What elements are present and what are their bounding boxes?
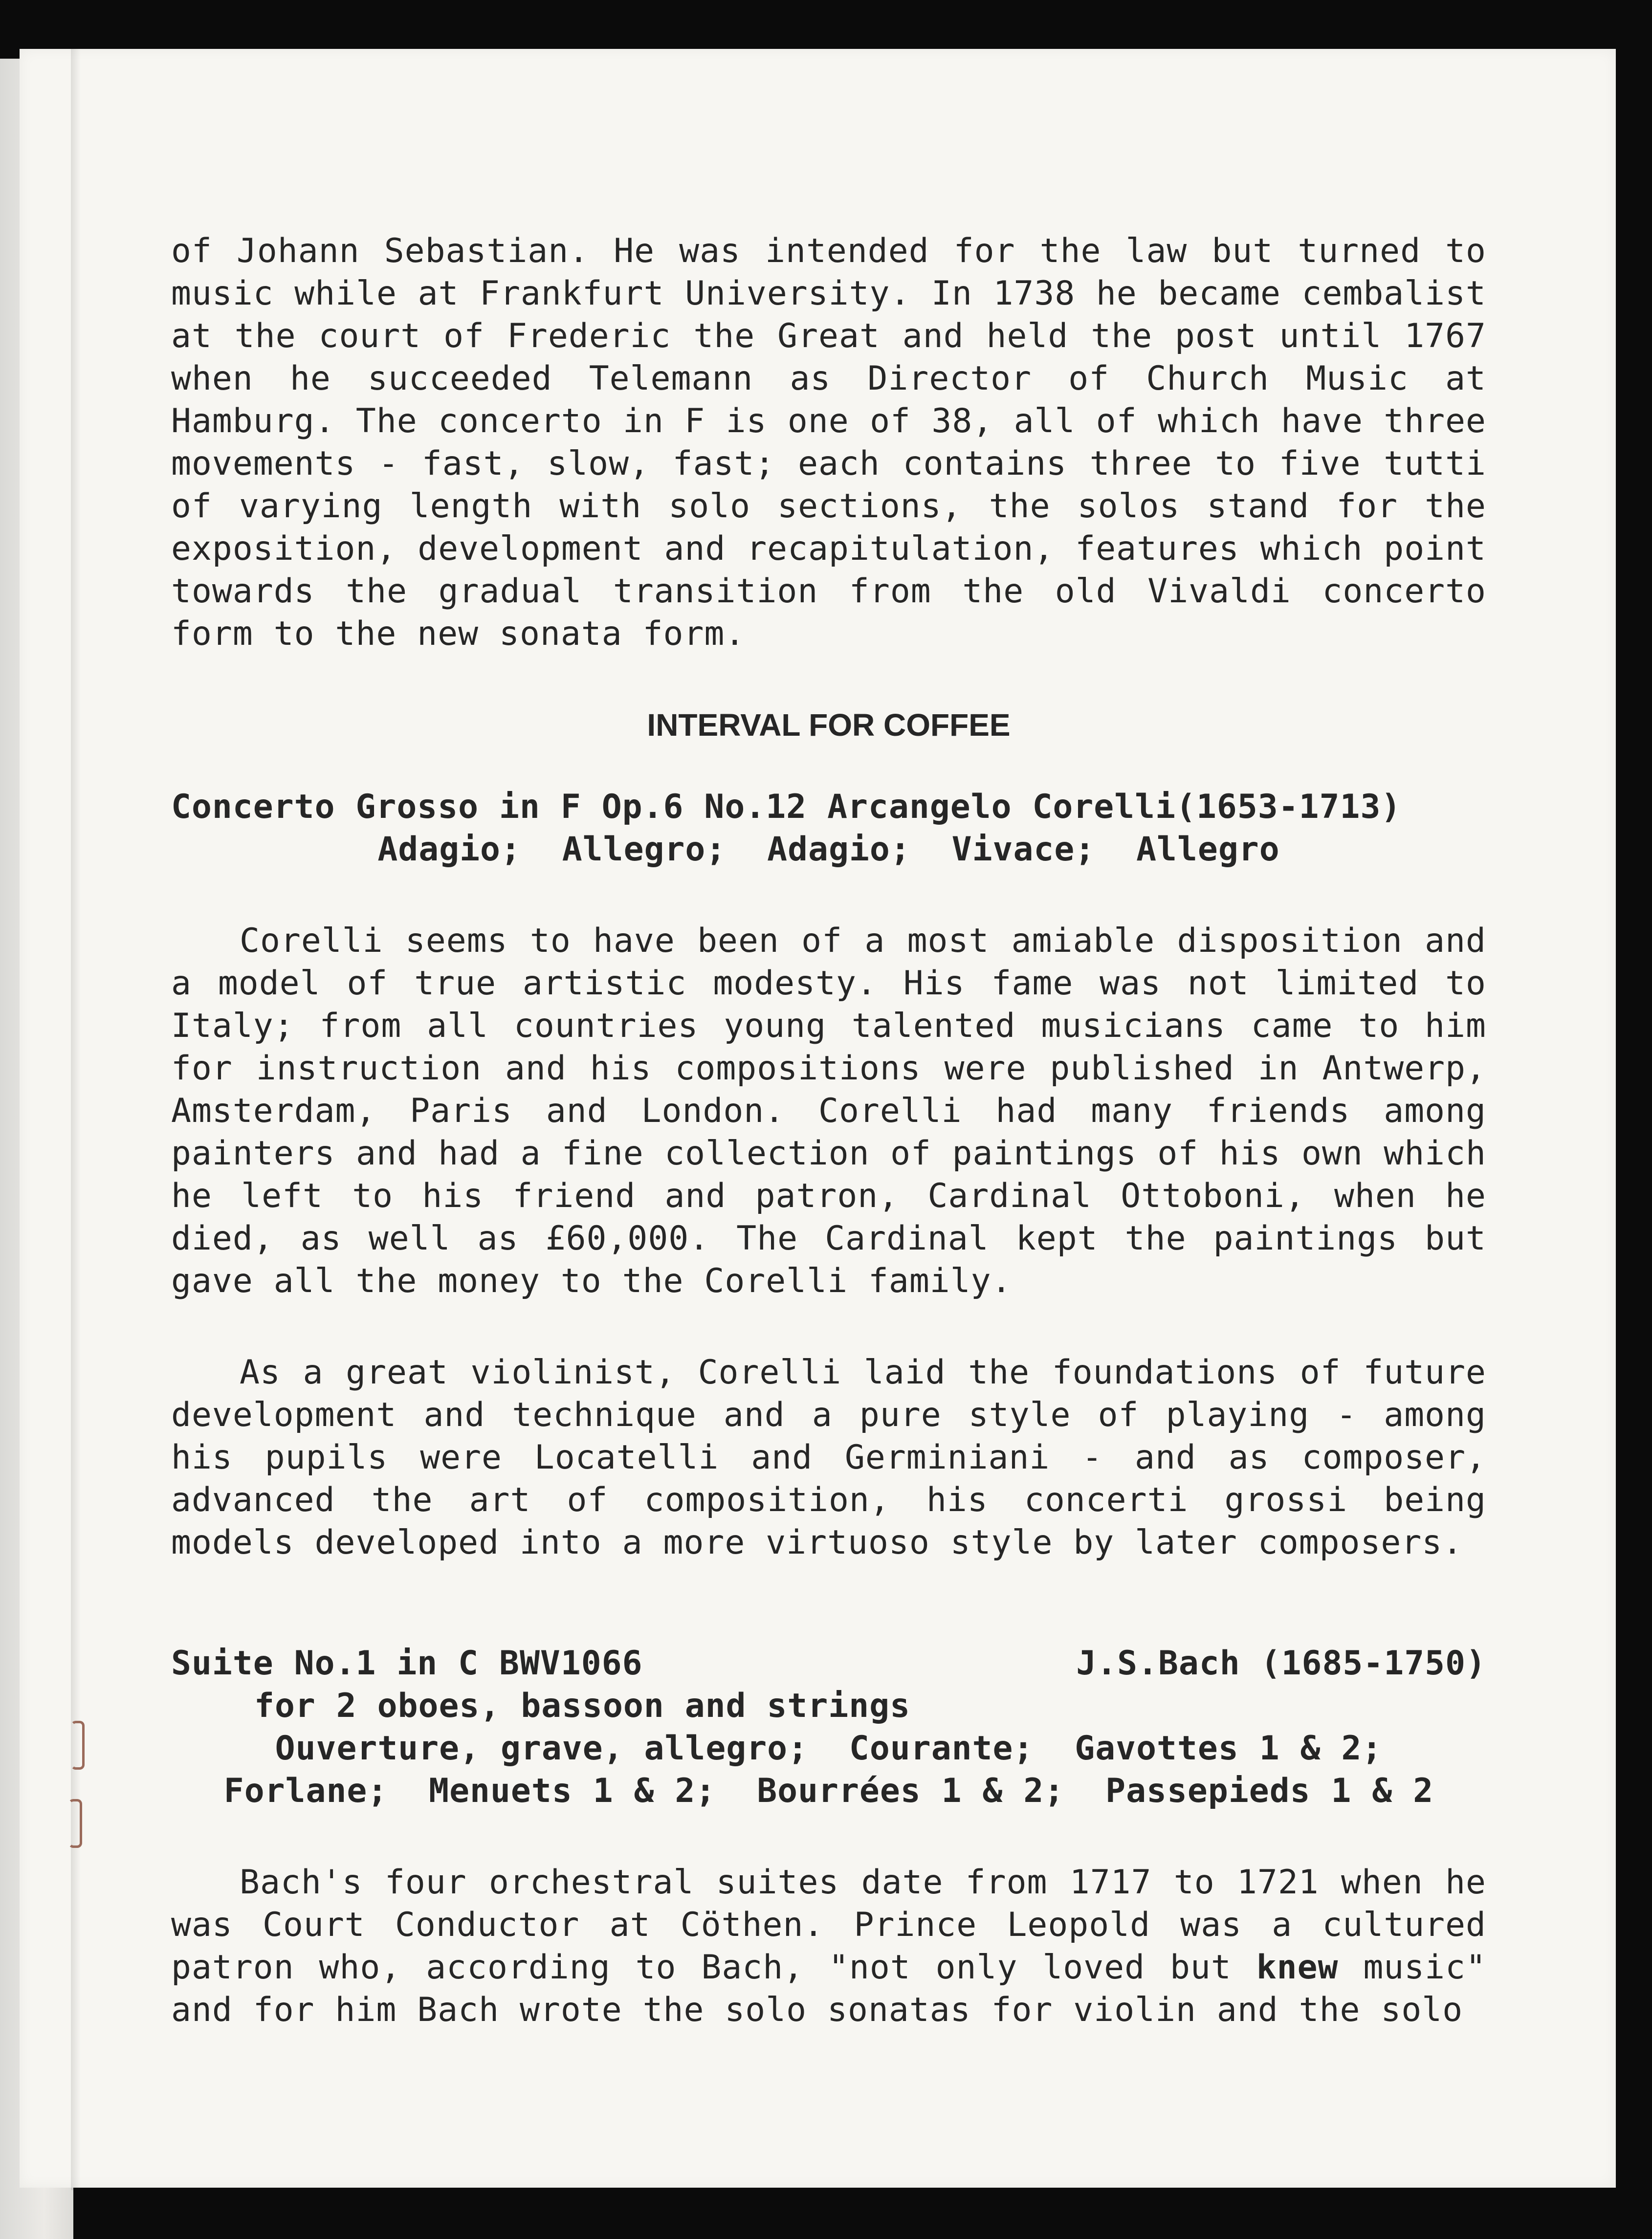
bach-paragraph-end: music" and for him Bach wrote the solo sonatas for violin and the solo bbox=[171, 1948, 1487, 2029]
document-body bbox=[171, 230, 1486, 2031]
bach-title: Suite No.1 in C BWV1066 bbox=[171, 1644, 643, 1683]
bach-movements-line-1: Ouverture, grave, allegro; Courante; Gavottes 1 & 2; bbox=[275, 1729, 1383, 1768]
bach-movements-line-2: Forlane; Menuets 1 & 2; Bourrées 1 & 2; Passepieds 1 & 2 bbox=[223, 1772, 1434, 1810]
bach-paragraph bbox=[171, 1861, 1486, 2031]
bach-title-line bbox=[171, 1642, 1486, 1685]
bach-paragraph-emphasis: knew bbox=[1256, 1948, 1339, 1987]
bach-paragraph-start: Bach's four orchestral suites date from 1717 to 1721 when he was Court Conductor at Cöthen. Prince Leopold was a cultured patron who, according to Bach, "not only loved but bbox=[171, 1863, 1486, 1987]
intro-paragraph: of Johann Sebastian. He was intended for the law but turned to music while at Frankfurt University. In 1738 he became cembalist at the court of Frederic the Great and held the post until 1767 when he succeeded Telemann as Director of Church Music at Hamburg. The concerto in F is one of 38, all of which have three movements - fast, slow, fast; each contains three to five tutti of varying length with solo sections, the solos stand for the exposition, development and recapitulation, features which point towards the gradual transition from the old Vivaldi concerto form to the new sonata form. bbox=[171, 232, 1486, 653]
interval-heading: INTERVAL FOR COFFEE bbox=[647, 707, 1011, 743]
bach-instrumentation: for 2 oboes, bassoon and strings bbox=[254, 1687, 911, 1725]
corelli-title: Concerto Grosso in F Op.6 No.12 Arcangelo Corelli(1653-1713) bbox=[171, 788, 1402, 826]
corelli-paragraph-1: Corelli seems to have been of a most amiable disposition and a model of true artistic modesty. His fame was not limited to Italy; from all countries young talented musicians came to him for instruction and his compositions were published in Antwerp, Amsterdam, Paris and London. Corelli had many friends among painters and had a fine collection of paintings of his own which he left to his friend and patron, Cardinal Ottoboni, when he died, as well as £60,000. The Cardinal kept the paintings but gave all the money to the Corelli family. bbox=[171, 922, 1486, 1300]
corelli-movements: Adagio; Allegro; Adagio; Vivace; Allegro bbox=[377, 830, 1280, 869]
page-fold-shadow bbox=[71, 49, 81, 2190]
bach-composer: J.S.Bach (1685-1750) bbox=[1076, 1644, 1486, 1683]
staple-bottom bbox=[68, 1799, 82, 1848]
staple-top bbox=[71, 1721, 85, 1770]
corelli-paragraph-2: As a great violinist, Corelli laid the foundations of future development and technique and a pure style of playing - among his pupils were Locatelli and Germiniani - and as composer, advanced the art of composition, his concerti grossi being models developed into a more virtuoso style by later composers. bbox=[171, 1353, 1486, 1562]
